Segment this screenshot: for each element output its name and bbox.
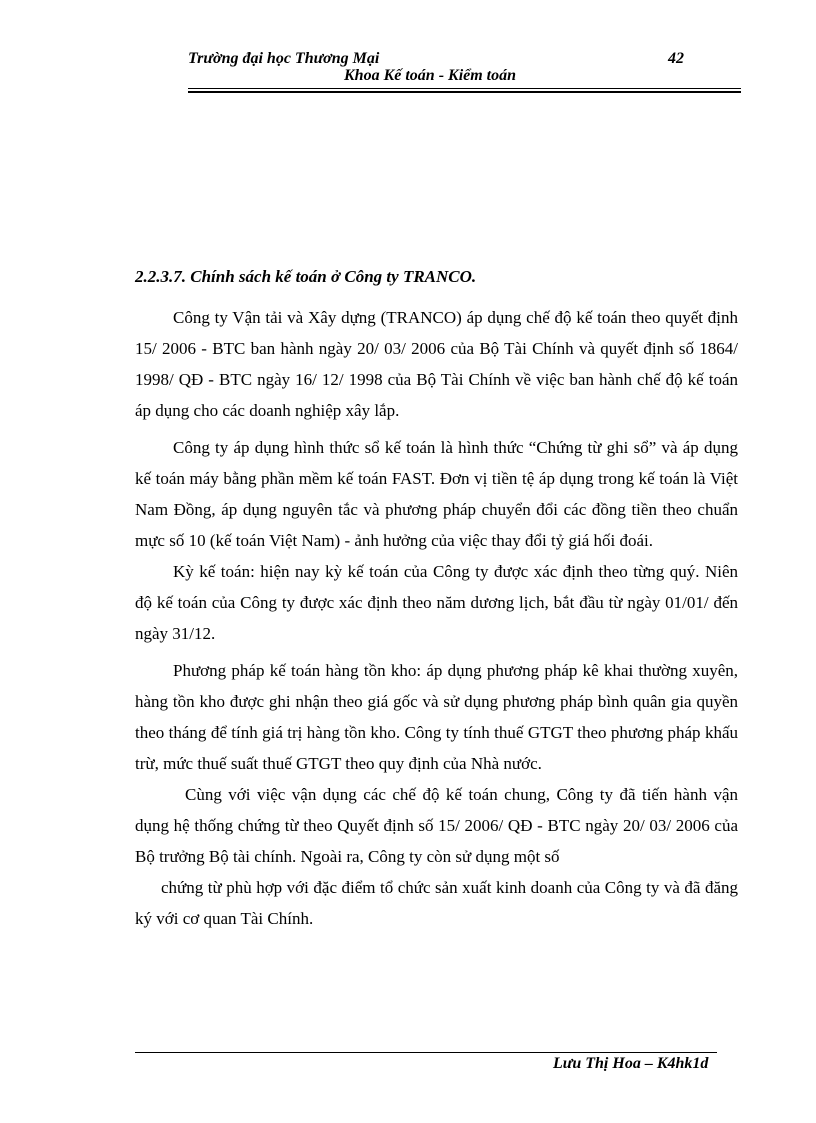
section-heading: 2.2.3.7. Chính sách kế toán ở Công ty TRANCO. [135,267,477,286]
paragraph-accounting-regime: Công ty Vận tải và Xây dựng (TRANCO) áp dụng chế độ kế toán theo quyết định 15/ 2006 - BTC ban hành ngày 20/ 03/ 2006 của Bộ Tài Chính và quyết định số 1864/ 1998/ QĐ - BTC ngày 16/ 12/ 1998 của Bộ Tài Chính về việc ban hành chế độ kế toán áp dụng cho các doanh nghiệp xây lắp. [135,308,738,420]
header-school-name: Trường đại học Thương Mại [188,50,380,67]
page-number: 42 [668,50,684,67]
header-rule-thick [188,91,741,93]
header-department: Khoa Kế toán - Kiểm toán [344,67,517,84]
footer-rule [135,1052,717,1053]
header-rule-thin [188,88,741,89]
paragraph-voucher-system: Cùng với việc vận dụng các chế độ kế toán chung, Công ty đã tiến hành vận dụng hệ thống chứng từ theo Quyết định số 15/ 2006/ QĐ - BTC ngày 20/ 03/ 2006 của Bộ trưởng Bộ tài chính. Ngoài ra, Công ty còn sử dụng một số [135,785,738,866]
paragraph-accounting-period: Kỳ kế toán: hiện nay kỳ kế toán của Công ty được xác định theo từng quý. Niên độ kế toán của Công ty được xác định theo năm dương lịch, bắt đầu từ ngày 01/01/ đến ngày 31/12. [135,562,738,643]
paragraph-inventory-method: Phương pháp kế toán hàng tồn kho: áp dụng phương pháp kê khai thường xuyên, hàng tồn kho được ghi nhận theo giá gốc và sử dụng phương pháp bình quân gia quyền theo tháng để tính giá trị hàng tồn kho. Công ty tính thuế GTGT theo phương pháp khấu trừ, mức thuế suất thuế GTGT theo quy định của Nhà nước. [135,661,738,773]
footer-author: Lưu Thị Hoa – K4hk1d [553,1055,709,1072]
body-text [135,302,738,934]
paragraph-bookkeeping-form: Công ty áp dụng hình thức sổ kế toán là hình thức “Chứng từ ghi sổ” và áp dụng kế toán máy bằng phần mềm kế toán FAST. Đơn vị tiền tệ áp dụng trong kế toán là Việt Nam Đồng, áp dụng nguyên tắc và phương pháp chuyển đổi các đồng tiền theo chuẩn mực số 10 (kế toán Việt Nam) - ảnh hưởng của việc thay đổi tỷ giá hối đoái. [135,438,738,550]
paragraph-voucher-system-cont: chứng từ phù hợp với đặc điểm tổ chức sản xuất kinh doanh của Công ty và đã đăng ký với cơ quan Tài Chính. [135,878,738,928]
